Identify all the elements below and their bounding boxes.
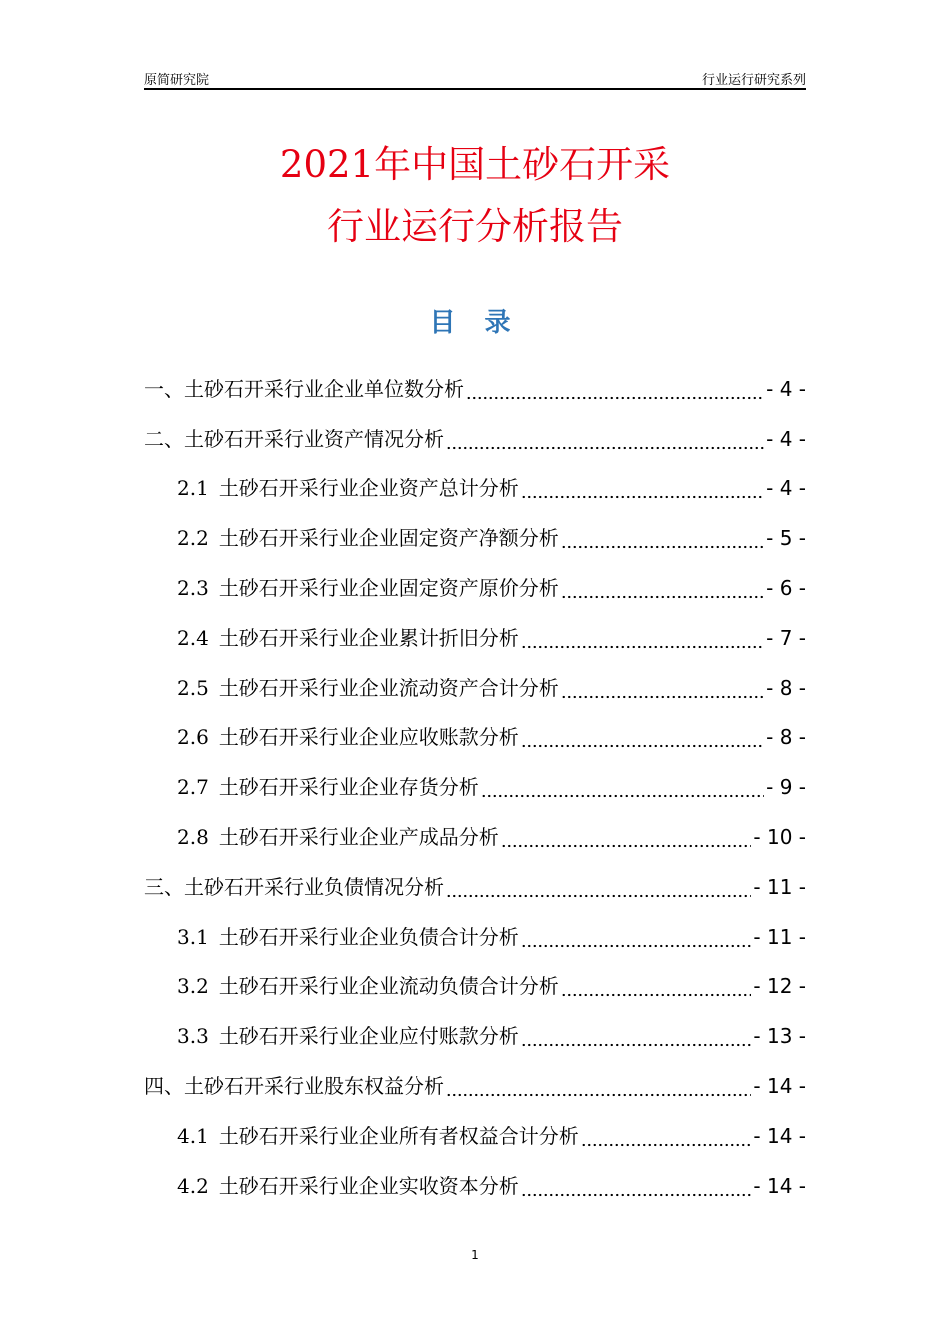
toc-leader-dots bbox=[521, 472, 764, 504]
toc-entry-page: - 5 - bbox=[766, 526, 806, 551]
toc-entry[interactable] bbox=[144, 803, 806, 853]
toc-entry[interactable] bbox=[144, 753, 806, 803]
toc-entry-label bbox=[177, 572, 559, 604]
toc-entry[interactable] bbox=[144, 654, 806, 704]
toc-entry-page: - 7 - bbox=[766, 625, 806, 650]
toc-entry-label bbox=[177, 472, 519, 504]
toc-entry-number: 2.4 bbox=[177, 625, 209, 650]
toc-entry-number: 2.3 bbox=[177, 575, 209, 600]
toc-entry-page: - 4 - bbox=[766, 476, 806, 501]
toc-leader-dots bbox=[521, 1020, 752, 1052]
toc-entry[interactable] bbox=[144, 355, 806, 405]
toc-leader-dots bbox=[501, 821, 752, 853]
toc-entry-page: - 10 - bbox=[753, 824, 806, 849]
toc-entry[interactable] bbox=[144, 1152, 806, 1202]
header-org: 原简研究院 bbox=[144, 73, 210, 88]
toc-entry-label bbox=[177, 921, 519, 953]
report-title-line1: 2021年中国土砂石开采 bbox=[279, 143, 671, 186]
toc-entry-text: 土砂石开采行业企业固定资产净额分析 bbox=[218, 526, 559, 551]
toc-leader-dots bbox=[446, 871, 751, 903]
toc-entry-number: 3.2 bbox=[177, 974, 209, 999]
toc-leader-dots bbox=[481, 771, 764, 803]
toc-entry[interactable] bbox=[144, 1002, 806, 1052]
toc-entry-page: - 8 - bbox=[766, 675, 806, 700]
toc-entry[interactable] bbox=[144, 455, 806, 505]
toc-entry[interactable] bbox=[144, 405, 806, 455]
toc-entry-label bbox=[144, 373, 464, 405]
toc-leader-dots bbox=[466, 373, 764, 405]
toc-entry-number: 2.6 bbox=[177, 725, 209, 750]
toc-entry[interactable] bbox=[144, 554, 806, 604]
toc-leader-dots bbox=[561, 572, 764, 604]
toc-entry-text: 土砂石开采行业企业固定资产原价分析 bbox=[218, 575, 559, 600]
toc-entry-number: 4.1 bbox=[177, 1123, 209, 1148]
toc-entry-label bbox=[177, 1020, 519, 1052]
toc-entry-page: - 13 - bbox=[753, 1024, 806, 1049]
toc-entry[interactable] bbox=[144, 853, 806, 903]
toc-entry-label bbox=[177, 1170, 519, 1202]
toc-entry-number: 3.3 bbox=[177, 1024, 209, 1049]
toc-entry-label bbox=[177, 672, 559, 704]
toc-entry-page: - 14 - bbox=[753, 1073, 806, 1098]
toc-entry-label bbox=[144, 1070, 444, 1102]
toc-entry-text: 土砂石开采行业企业流动负债合计分析 bbox=[218, 974, 559, 999]
toc-leader-dots bbox=[446, 1070, 751, 1102]
toc-leader-dots bbox=[581, 1120, 752, 1152]
toc-entry-number: 2.1 bbox=[177, 476, 209, 501]
toc-entry-number: 2.7 bbox=[177, 775, 209, 800]
toc-entry-page: - 14 - bbox=[753, 1173, 806, 1198]
toc-entry-number: 3.1 bbox=[177, 924, 209, 949]
toc-entry-text: 土砂石开采行业企业资产总计分析 bbox=[218, 476, 519, 501]
toc-leader-dots bbox=[561, 522, 764, 554]
toc-leader-dots bbox=[561, 672, 764, 704]
toc-entry[interactable] bbox=[144, 953, 806, 1003]
toc-entry-page: - 11 - bbox=[753, 924, 806, 949]
toc-leader-dots bbox=[521, 721, 764, 753]
toc-entry-page: - 11 - bbox=[753, 874, 806, 899]
page-header bbox=[144, 68, 806, 90]
toc-entry-label bbox=[177, 771, 479, 803]
toc-entry-text: 土砂石开采行业企业应付账款分析 bbox=[218, 1024, 519, 1049]
toc-entry-number: 2.8 bbox=[177, 824, 209, 849]
toc-leader-dots bbox=[521, 622, 764, 654]
toc-heading: 目 录 bbox=[429, 308, 521, 338]
toc-entry-text: 二、土砂石开采行业资产情况分析 bbox=[144, 426, 444, 451]
toc-entry-page: - 8 - bbox=[766, 725, 806, 750]
toc-entry-text: 土砂石开采行业企业负债合计分析 bbox=[218, 924, 519, 949]
toc-entry-text: 四、土砂石开采行业股东权益分析 bbox=[144, 1073, 444, 1098]
toc-entry-text: 土砂石开采行业企业产成品分析 bbox=[218, 824, 499, 849]
toc-entry-page: - 12 - bbox=[753, 974, 806, 999]
toc-leader-dots bbox=[561, 970, 752, 1002]
toc-entry-label bbox=[177, 522, 559, 554]
toc-entry-text: 土砂石开采行业企业实收资本分析 bbox=[218, 1173, 519, 1198]
toc-entry-label bbox=[177, 1120, 579, 1152]
toc-entry-text: 土砂石开采行业企业流动资产合计分析 bbox=[218, 675, 559, 700]
toc-entry-text: 土砂石开采行业企业累计折旧分析 bbox=[218, 625, 519, 650]
table-of-contents bbox=[144, 355, 806, 1202]
toc-entry-number: 4.2 bbox=[177, 1173, 209, 1198]
toc-entry-text: 土砂石开采行业企业应收账款分析 bbox=[218, 725, 519, 750]
toc-entry[interactable] bbox=[144, 1102, 806, 1152]
toc-entry-label bbox=[144, 871, 444, 903]
toc-leader-dots bbox=[446, 423, 764, 455]
toc-entry-label bbox=[177, 721, 519, 753]
toc-entry[interactable] bbox=[144, 903, 806, 953]
toc-entry[interactable] bbox=[144, 604, 806, 654]
toc-entry-label bbox=[177, 970, 559, 1002]
toc-entry-page: - 4 - bbox=[766, 426, 806, 451]
header-series: 行业运行研究系列 bbox=[701, 73, 806, 88]
toc-entry-page: - 4 - bbox=[766, 376, 806, 401]
toc-entry[interactable] bbox=[144, 1052, 806, 1102]
report-title-line2: 行业运行分析报告 bbox=[327, 205, 623, 248]
toc-leader-dots bbox=[521, 1170, 752, 1202]
toc-leader-dots bbox=[521, 921, 752, 953]
toc-entry[interactable] bbox=[144, 504, 806, 554]
page-number: 1 bbox=[471, 1248, 479, 1262]
toc-entry-text: 三、土砂石开采行业负债情况分析 bbox=[144, 874, 444, 899]
toc-entry-page: - 6 - bbox=[766, 575, 806, 600]
toc-entry-page: - 9 - bbox=[766, 775, 806, 800]
toc-entry-number: 2.5 bbox=[177, 675, 209, 700]
toc-entry-page: - 14 - bbox=[753, 1123, 806, 1148]
toc-entry-text: 土砂石开采行业企业存货分析 bbox=[218, 775, 479, 800]
toc-entry[interactable] bbox=[144, 704, 806, 754]
toc-entry-label bbox=[177, 821, 499, 853]
toc-entry-number: 2.2 bbox=[177, 526, 209, 551]
toc-entry-text: 土砂石开采行业企业所有者权益合计分析 bbox=[218, 1123, 579, 1148]
toc-entry-label bbox=[144, 423, 444, 455]
toc-entry-text: 一、土砂石开采行业企业单位数分析 bbox=[144, 376, 464, 401]
toc-entry-label bbox=[177, 622, 519, 654]
